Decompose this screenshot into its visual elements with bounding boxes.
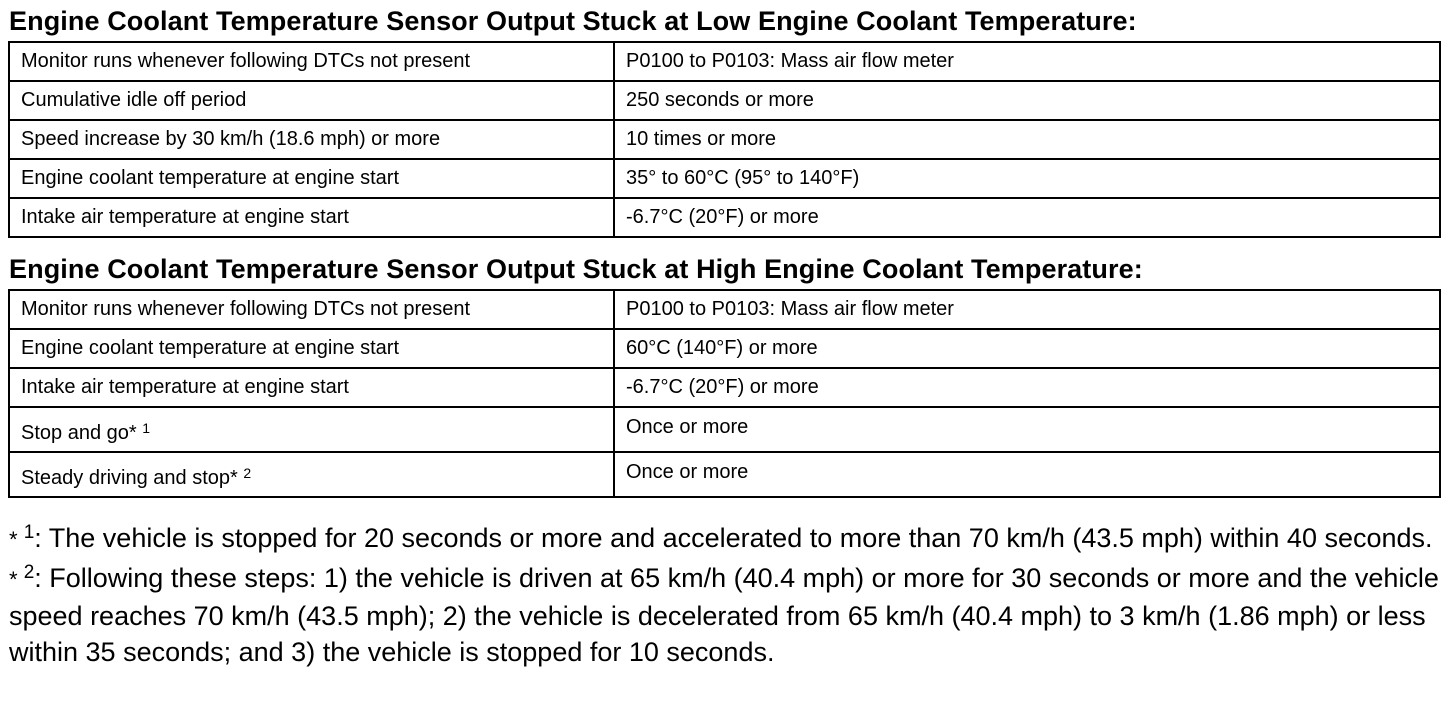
high-coolant-conditions-table bbox=[8, 289, 1441, 498]
condition-label: Speed increase by 30 km/h (18.6 mph) or more bbox=[9, 120, 614, 159]
footnote-marker bbox=[9, 562, 35, 592]
condition-value: -6.7°C (20°F) or more bbox=[614, 198, 1440, 237]
condition-label: Cumulative idle off period bbox=[9, 81, 614, 120]
condition-value: P0100 to P0103: Mass air flow meter bbox=[614, 290, 1440, 329]
table-row bbox=[9, 159, 1440, 198]
footnote-marker bbox=[9, 522, 35, 552]
footnote-number: 1 bbox=[23, 522, 35, 543]
condition-label bbox=[9, 452, 614, 497]
condition-label bbox=[9, 407, 614, 452]
table-row bbox=[9, 452, 1440, 497]
condition-value: P0100 to P0103: Mass air flow meter bbox=[614, 42, 1440, 81]
condition-label: Engine coolant temperature at engine start bbox=[9, 159, 614, 198]
table-row bbox=[9, 290, 1440, 329]
footnote-asterisk: * bbox=[9, 527, 18, 552]
section-title-low-coolant: Engine Coolant Temperature Sensor Output Stuck at Low Engine Coolant Temperature: bbox=[9, 6, 1137, 36]
condition-value: 250 seconds or more bbox=[614, 81, 1440, 120]
footnote-ref: 2 bbox=[243, 465, 252, 481]
condition-label-text: Steady driving and stop* bbox=[21, 467, 238, 489]
table-row bbox=[9, 120, 1440, 159]
condition-label-text: Stop and go* bbox=[21, 422, 137, 444]
table-row bbox=[9, 329, 1440, 368]
footnote-number: 2 bbox=[23, 562, 35, 583]
condition-label: Intake air temperature at engine start bbox=[9, 368, 614, 407]
condition-value: 35° to 60°C (95° to 140°F) bbox=[614, 159, 1440, 198]
low-coolant-conditions-table bbox=[8, 41, 1441, 238]
footnote-ref: 1 bbox=[142, 420, 151, 436]
footnote-1 bbox=[9, 520, 1439, 558]
condition-label: Intake air temperature at engine start bbox=[9, 198, 614, 237]
footnote-2 bbox=[9, 560, 1439, 670]
table-row bbox=[9, 81, 1440, 120]
table-row bbox=[9, 368, 1440, 407]
section-title-high-coolant: Engine Coolant Temperature Sensor Output Stuck at High Engine Coolant Temperature: bbox=[9, 254, 1143, 284]
footnote-text: : Following these steps: 1) the vehicle is driven at 65 km/h (40.4 mph) or more for 30 seconds or more and the vehicle speed reaches 70 km/h (43.5 mph); 2) the vehicle is decelerated from 65 km/h (40.4 mph) to 3 km/h (1.86 mph) or less within 35 seconds; and 3) the vehicle is stopped for 10 seconds. bbox=[9, 563, 1439, 667]
footnote-asterisk: * bbox=[9, 567, 18, 592]
footnotes bbox=[9, 520, 1439, 672]
condition-value: -6.7°C (20°F) or more bbox=[614, 368, 1440, 407]
footnote-text: : The vehicle is stopped for 20 seconds or more and accelerated to more than 70 km/h (43.5 mph) within 40 seconds. bbox=[34, 523, 1433, 553]
table-row bbox=[9, 198, 1440, 237]
condition-value: 60°C (140°F) or more bbox=[614, 329, 1440, 368]
condition-label: Engine coolant temperature at engine start bbox=[9, 329, 614, 368]
condition-value: 10 times or more bbox=[614, 120, 1440, 159]
condition-value: Once or more bbox=[614, 452, 1440, 497]
condition-label: Monitor runs whenever following DTCs not present bbox=[9, 290, 614, 329]
table-row bbox=[9, 42, 1440, 81]
condition-value: Once or more bbox=[614, 407, 1440, 452]
condition-label: Monitor runs whenever following DTCs not present bbox=[9, 42, 614, 81]
table-row bbox=[9, 407, 1440, 452]
